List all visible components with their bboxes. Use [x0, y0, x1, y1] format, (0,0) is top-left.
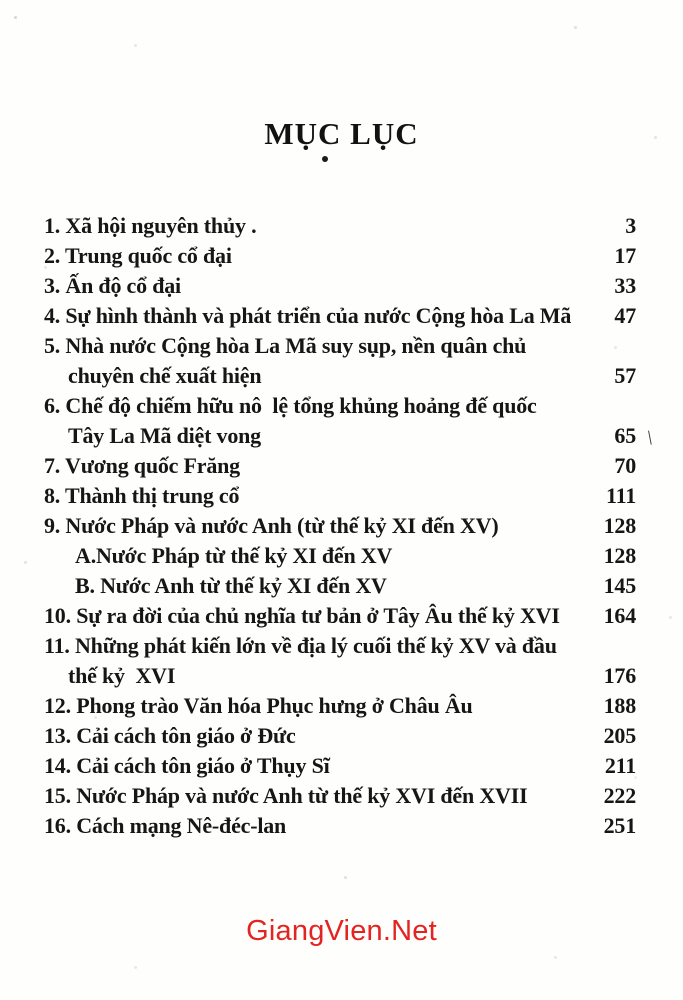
toc-entry-label: 8. Thành thị trung cổ	[44, 483, 240, 508]
toc-entry-label: B. Nước Anh từ thế kỷ XI đến XV	[75, 573, 387, 598]
toc-entry	[44, 601, 636, 631]
toc-entry-label: 3. Ấn độ cổ đại	[44, 273, 181, 298]
toc-entry	[44, 241, 636, 271]
toc-entry	[44, 661, 636, 691]
toc-entry	[44, 541, 636, 571]
toc-entry-page: 205	[603, 723, 636, 748]
toc-entry-page: 211	[604, 753, 636, 778]
toc-entry-label: 11. Những phát kiến lớn về địa lý cuối thế kỷ XV và đầu	[44, 633, 557, 658]
toc-entry-label: 1. Xã hội nguyên thủy .	[44, 213, 257, 238]
toc-entry	[44, 721, 636, 751]
toc-entry-page: 33	[614, 273, 636, 298]
toc-entry-page: 222	[603, 783, 636, 808]
toc-entry-label: 2. Trung quốc cổ đại	[44, 243, 232, 268]
scan-artifact-mark: \	[645, 426, 654, 450]
toc-entry-label: 12. Phong trào Văn hóa Phục hưng ở Châu Âu	[44, 693, 473, 718]
toc-entry-page: 176	[603, 663, 636, 688]
toc-entry	[44, 781, 636, 811]
title-dot-artifact	[322, 156, 328, 162]
toc-entry	[44, 511, 636, 541]
toc-entry	[44, 571, 636, 601]
toc-entry-page: 47	[614, 303, 636, 328]
toc-entry-label: Tây La Mã diệt vong	[68, 423, 261, 448]
toc-entry-label: 15. Nước Pháp và nước Anh từ thế kỷ XVI đến XVII	[44, 783, 528, 808]
toc-entry	[44, 481, 636, 511]
toc-entry-label: 16. Cách mạng Nê-đéc-lan	[44, 813, 287, 838]
toc-entry	[44, 391, 636, 421]
toc-entry-page: 57	[614, 363, 636, 388]
watermark-text: GiangVien.Net	[246, 915, 437, 947]
scan-noise-specks	[14, 16, 17, 19]
toc-entry	[44, 751, 636, 781]
toc-entry	[44, 631, 636, 661]
toc-entry	[44, 301, 636, 331]
toc-entry-label: 13. Cải cách tôn giáo ở Đức	[44, 723, 296, 748]
toc-entry-page: 128	[603, 513, 636, 538]
toc-entry-page: 3	[625, 213, 636, 238]
toc-entry-page: 164	[603, 603, 636, 628]
toc-entry-page: 17	[614, 243, 636, 268]
toc-entry-page: 70	[614, 453, 636, 478]
toc-entry-page: 188	[603, 693, 636, 718]
toc-entry	[44, 331, 636, 361]
toc-entry-label: thế kỷ XVI	[68, 663, 176, 688]
toc-entry-page: 251	[603, 813, 636, 838]
toc-entry-label: 5. Nhà nước Cộng hòa La Mã suy sụp, nền quân chủ	[44, 333, 527, 358]
toc-entry-page: 145	[603, 573, 636, 598]
toc-entry-label: 7. Vương quốc Frăng	[44, 453, 240, 478]
toc-entry	[44, 361, 636, 391]
toc-entry	[44, 211, 636, 241]
toc-list	[44, 211, 654, 841]
toc-entry-label: chuyên chế xuất hiện	[68, 363, 262, 388]
toc-entry-label: 6. Chế độ chiếm hữu nô lệ tổng khủng hoảng đế quốc	[44, 393, 537, 418]
toc-entry	[44, 451, 636, 481]
toc-entry	[44, 421, 654, 451]
toc-entry	[44, 811, 636, 841]
toc-entry-page: 128	[603, 543, 636, 568]
toc-entry-page: 111	[606, 483, 636, 508]
toc-entry-page: 65	[614, 423, 636, 448]
toc-entry-label: 10. Sự ra đời của chủ nghĩa tư bản ở Tây Âu thế kỷ XVI	[44, 603, 560, 628]
toc-entry-label: A.Nước Pháp từ thế kỷ XI đến XV	[75, 543, 393, 568]
page-title: MỤC LỤC	[264, 116, 419, 151]
toc-entry	[44, 271, 636, 301]
toc-entry-label: 9. Nước Pháp và nước Anh (từ thế kỷ XI đến XV)	[44, 513, 499, 538]
toc-entry	[44, 691, 636, 721]
toc-entry-label: 14. Cải cách tôn giáo ở Thụy Sĩ	[44, 753, 330, 778]
toc-entry-label: 4. Sự hình thành và phát triển của nước Cộng hòa La Mã	[44, 303, 572, 328]
